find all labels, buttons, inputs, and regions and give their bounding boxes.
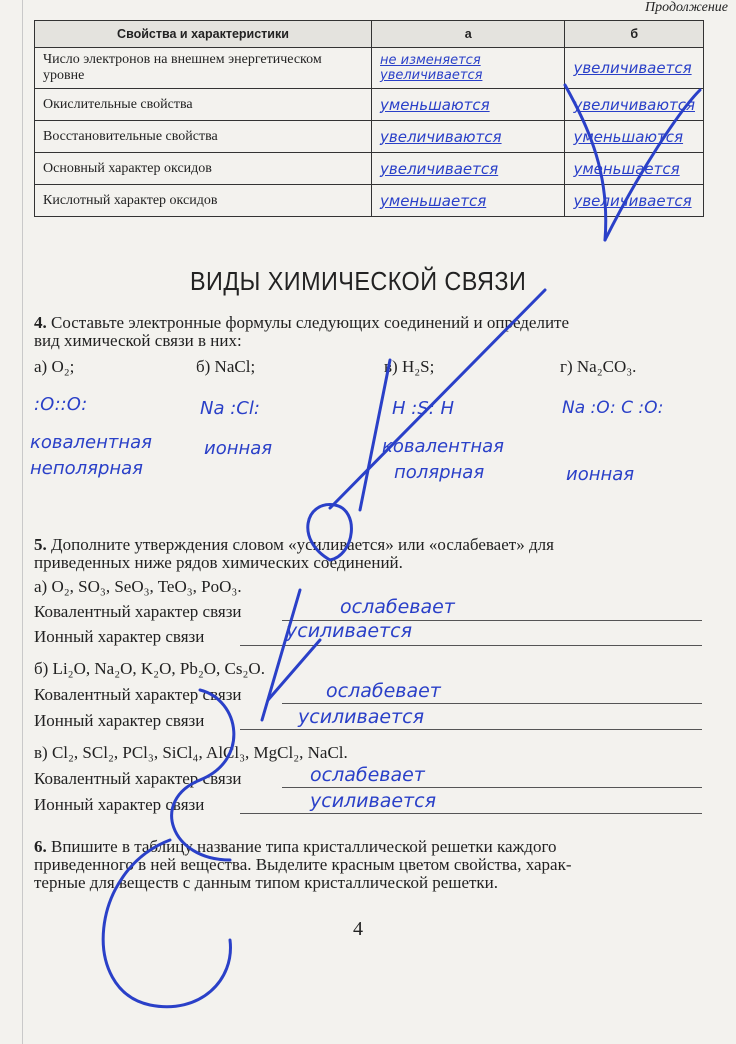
answer-o2-formula: :O::O: (34, 394, 88, 415)
task4-option-b: б) NaCl; (196, 357, 256, 376)
section-title: ВИДЫ ХИМИЧЕСКОЙ СВЯЗИ (190, 266, 527, 296)
ionic-label-b: Ионный характер связи (34, 711, 205, 730)
answer-b: увеличиваются (565, 89, 704, 121)
page-number: 4 (353, 918, 363, 940)
task6-number: 6. (34, 837, 47, 856)
answer-b: увеличивается (565, 185, 704, 217)
covalent-label-a: Ковалентный характер связи (34, 602, 242, 621)
answer-b: уменьшаются (565, 121, 704, 153)
scribble-loop-right (605, 90, 700, 240)
task5-text-2: приведенных ниже рядов химических соединений. (34, 553, 403, 572)
task6-text-2: приведенного в ней вещества. Выделите красным цветом свойства, харак- (34, 855, 572, 874)
answer-h2s-formula: H :S: H (392, 398, 455, 419)
task4-number: 4. (34, 313, 47, 332)
answer-na2co3-type: ионная (566, 464, 635, 485)
header-properties: Свойства и характеристики (35, 21, 372, 48)
series-a: а) O₂, SO₃, SeO₃, TeO₃, PoO₃. (34, 577, 242, 596)
answer-a: не изменяется увеличивается (372, 48, 565, 89)
row-label: Окислительные свойства (35, 89, 372, 121)
answer-h2s-type-2: полярная (394, 462, 485, 483)
scribble-diagonal-2 (360, 360, 390, 510)
answer-h2s-type-1: ковалентная (382, 436, 504, 457)
series-c: в) Cl₂, SCl₂, PCl₃, SiCl₄, AlCl₃, MgCl₂, NaCl. (34, 743, 348, 762)
answer-a: уменьшается (372, 185, 565, 217)
task4-text-1: Составьте электронные формулы следующих соединений и определите (51, 313, 570, 332)
ionic-answer-c: усиливается (310, 790, 437, 812)
scribble-s-curve (172, 690, 234, 860)
scribble-big-c (103, 840, 230, 1007)
answer-b: увеличивается (565, 48, 704, 89)
answer-a: уменьшаются (372, 89, 565, 121)
covalent-answer-a: ослабевает (340, 596, 455, 618)
covalent-answer-b: ослабевает (326, 680, 441, 702)
task4-option-c: в) H₂S; (384, 357, 435, 376)
answer-o2-type-1: ковалентная (30, 432, 152, 453)
answer-b: уменьшается (565, 153, 704, 185)
ionic-answer-a: усиливается (286, 620, 413, 642)
task6-text-1: Впишите в таблицу название типа кристаллической решетки каждого (51, 837, 557, 856)
row-label: Основный характер оксидов (35, 153, 372, 185)
row-label: Число электронов на внешнем энергетическом уровне (35, 48, 372, 89)
series-b: б) Li₂O, Na₂O, K₂O, Pb₂O, Cs₂O. (34, 659, 265, 678)
continuation-label: Продолжение (645, 0, 728, 15)
header-b: б (565, 21, 704, 48)
answer-a: увеличивается (372, 153, 565, 185)
ionic-answer-b: усиливается (298, 706, 425, 728)
task5-text-1: Дополните утверждения словом «усиливается» или «ослабевает» для (51, 535, 554, 554)
covalent-label-c: Ковалентный характер связи (34, 769, 242, 788)
task5-number: 5. (34, 535, 47, 554)
header-a: а (372, 21, 565, 48)
scribble-diagonal-1 (330, 290, 545, 508)
answer-na2co3-formula: Na :O: C :O: (562, 398, 664, 418)
covalent-answer-c: ослабевает (310, 764, 425, 786)
answer-nacl-type: ионная (204, 438, 273, 459)
row-label: Кислотный характер оксидов (35, 185, 372, 217)
answer-o2-type-2: неполярная (30, 458, 144, 479)
task4-option-a: а) O₂; (34, 357, 75, 376)
ionic-label-a: Ионный характер связи (34, 627, 205, 646)
answer-nacl-formula: Na :Cl: (200, 398, 260, 419)
scribble-circle (308, 505, 352, 560)
task4-text-2: вид химической связи в них: (34, 331, 242, 350)
covalent-label-b: Ковалентный характер связи (34, 685, 242, 704)
row-label: Восстановительные свойства (35, 121, 372, 153)
task6-text-3: терные для веществ с данным типом кристаллической решетки. (34, 873, 499, 892)
ionic-label-c: Ионный характер связи (34, 795, 205, 814)
task4-option-d: г) Na₂CO₃. (560, 357, 637, 376)
answer-a: увеличиваются (372, 121, 565, 153)
scribble-curve-top (565, 85, 606, 240)
